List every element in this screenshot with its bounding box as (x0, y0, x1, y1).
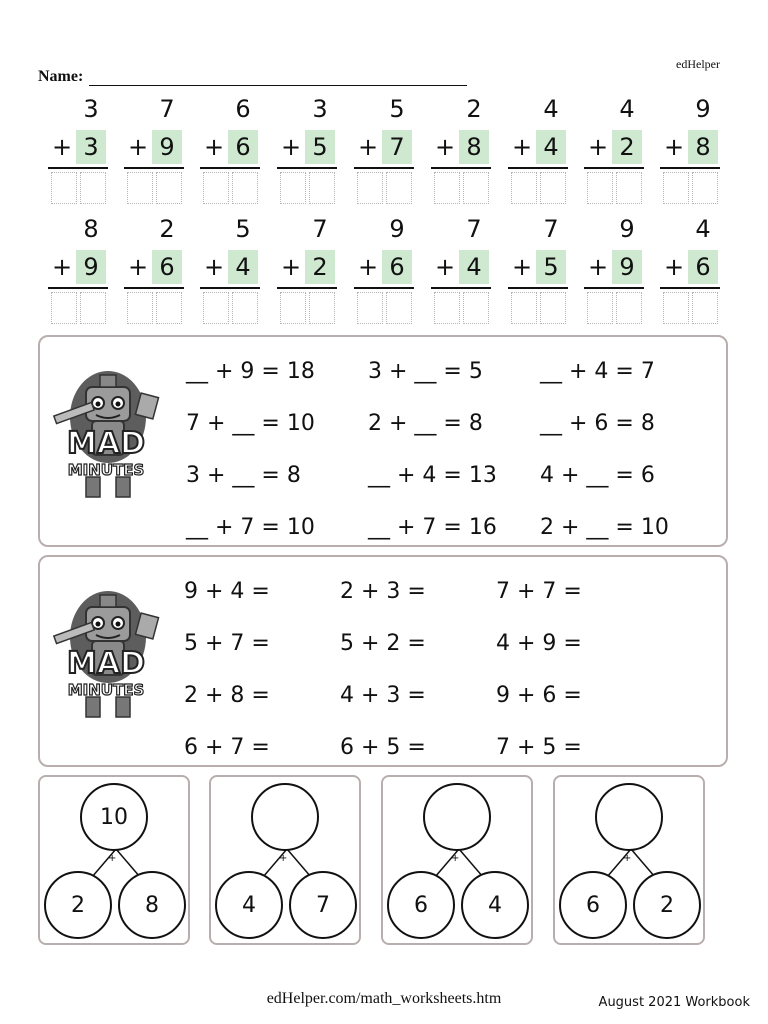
problem-row-1 (0, 92, 768, 207)
answer-box-tens[interactable] (587, 292, 613, 324)
equation: 6 + 5 = (340, 735, 426, 760)
logo-text-mad: MAD (67, 426, 145, 461)
bottom-number: 2 (612, 130, 642, 164)
answer-box-tens[interactable] (127, 292, 153, 324)
logo-text-mad: MAD (67, 646, 145, 681)
part-circle-right[interactable]: 7 (289, 871, 357, 939)
sum-bar (354, 287, 414, 289)
plus-sign: + (451, 853, 460, 864)
equation: __ + 6 = 8 (540, 411, 655, 436)
plus-sign: + (512, 253, 533, 281)
top-number: 2 (466, 95, 482, 123)
whole-circle[interactable] (595, 783, 663, 851)
bottom-number: 8 (459, 130, 489, 164)
plus-sign: + (588, 133, 609, 161)
bottom-number: 5 (536, 250, 566, 284)
plus-sign: + (435, 253, 456, 281)
plus-sign: + (204, 253, 225, 281)
answer-box-ones[interactable] (540, 172, 566, 204)
answer-box-ones[interactable] (386, 292, 412, 324)
equation: 7 + 7 = (496, 579, 582, 604)
logo-text-minutes: MINUTES (67, 461, 145, 479)
answer-box-ones[interactable] (692, 292, 718, 324)
addition-problem (508, 92, 568, 204)
mad-minutes-logo (46, 579, 164, 729)
addition-problem (124, 92, 184, 204)
part-circle-left[interactable]: 6 (387, 871, 455, 939)
addition-problem (124, 212, 184, 324)
top-number: 7 (543, 215, 559, 243)
top-number: 3 (83, 95, 99, 123)
answer-box-ones[interactable] (616, 292, 642, 324)
sum-bar (508, 287, 568, 289)
answer-box-tens[interactable] (663, 172, 689, 204)
bottom-number: 9 (76, 250, 106, 284)
answer-box-tens[interactable] (51, 172, 77, 204)
answer-box-ones[interactable] (80, 172, 106, 204)
plus-sign: + (512, 133, 533, 161)
bottom-number: 9 (612, 250, 642, 284)
answer-box-ones[interactable] (309, 172, 335, 204)
equation: __ + 7 = 10 (186, 515, 315, 540)
addition-problem (660, 92, 720, 204)
bottom-number: 6 (382, 250, 412, 284)
answer-box-tens[interactable] (357, 172, 383, 204)
addition-problem (48, 92, 108, 204)
answer-box-ones[interactable] (80, 292, 106, 324)
equation: 5 + 2 = (340, 631, 426, 656)
top-number: 8 (83, 215, 99, 243)
bottom-number: 6 (688, 250, 718, 284)
bottom-number: 4 (228, 250, 258, 284)
top-number: 6 (235, 95, 251, 123)
answer-box-tens[interactable] (127, 172, 153, 204)
answer-box-tens[interactable] (434, 172, 460, 204)
footer-workbook: August 2021 Workbook (598, 995, 750, 1010)
mad-minutes-missing-box (38, 335, 728, 547)
plus-sign: + (588, 253, 609, 281)
equation: 7 + 5 = (496, 735, 582, 760)
bottom-number: 4 (536, 130, 566, 164)
part-circle-right[interactable]: 2 (633, 871, 701, 939)
equation: 9 + 4 = (184, 579, 270, 604)
logo-text-minutes: MINUTES (67, 681, 145, 699)
equation: 4 + __ = 6 (540, 463, 655, 488)
addition-problem (48, 212, 108, 324)
answer-box-tens[interactable] (511, 292, 537, 324)
part-circle-right[interactable]: 4 (461, 871, 529, 939)
bottom-number: 4 (459, 250, 489, 284)
equation: 2 + 8 = (184, 683, 270, 708)
plus-sign: + (204, 133, 225, 161)
part-circle-left[interactable]: 2 (44, 871, 112, 939)
top-number: 4 (695, 215, 711, 243)
addition-problem (354, 92, 414, 204)
addition-problem (584, 92, 644, 204)
plus-sign: + (435, 133, 456, 161)
bottom-number: 8 (688, 130, 718, 164)
sum-bar (124, 167, 184, 169)
answer-box-tens[interactable] (587, 172, 613, 204)
equation: __ + 7 = 16 (368, 515, 497, 540)
brand-label: edHelper (676, 57, 720, 71)
sum-bar (200, 167, 260, 169)
robot-icon (46, 359, 164, 509)
addition-problem (584, 212, 644, 324)
addition-problem (277, 92, 337, 204)
bottom-number: 6 (228, 130, 258, 164)
mad-minutes-sums-box (38, 555, 728, 767)
bottom-number: 6 (152, 250, 182, 284)
number-bond (209, 775, 361, 945)
footer-url[interactable]: edHelper.com/math_worksheets.htm (266, 990, 502, 1007)
top-number: 9 (619, 215, 635, 243)
name-label: Name: (38, 68, 84, 85)
top-number: 3 (312, 95, 328, 123)
top-number: 9 (389, 215, 405, 243)
answer-box-tens[interactable] (203, 172, 229, 204)
sum-bar (48, 287, 108, 289)
plus-sign: + (52, 253, 73, 281)
whole-circle[interactable] (423, 783, 491, 851)
answer-box-ones[interactable] (232, 172, 258, 204)
answer-box-tens[interactable] (511, 172, 537, 204)
plus-sign: + (623, 853, 632, 864)
equation: __ + 4 = 13 (368, 463, 497, 488)
addition-problem (200, 92, 260, 204)
top-number: 4 (619, 95, 635, 123)
plus-sign: + (358, 253, 379, 281)
plus-sign: + (358, 133, 379, 161)
answer-box-ones[interactable] (692, 172, 718, 204)
plus-sign: + (664, 133, 685, 161)
equation: 5 + 7 = (184, 631, 270, 656)
addition-problem (431, 92, 491, 204)
plus-sign: + (128, 253, 149, 281)
equation: __ + 9 = 18 (186, 359, 315, 384)
equation: 2 + __ = 10 (540, 515, 669, 540)
answer-box-tens[interactable] (434, 292, 460, 324)
answer-box-ones[interactable] (540, 292, 566, 324)
plus-sign: + (128, 133, 149, 161)
answer-box-ones[interactable] (156, 172, 182, 204)
number-bond (38, 775, 190, 945)
answer-box-tens[interactable] (280, 172, 306, 204)
equation: 3 + __ = 5 (368, 359, 483, 384)
top-number: 7 (466, 215, 482, 243)
answer-box-tens[interactable] (203, 292, 229, 324)
answer-box-tens[interactable] (663, 292, 689, 324)
addition-problem (508, 212, 568, 324)
number-bond (553, 775, 705, 945)
top-number: 7 (312, 215, 328, 243)
equation: 6 + 7 = (184, 735, 270, 760)
sum-bar (660, 167, 720, 169)
plus-sign: + (108, 853, 117, 864)
equation: 3 + __ = 8 (186, 463, 301, 488)
top-number: 5 (389, 95, 405, 123)
sum-bar (508, 167, 568, 169)
part-circle-left[interactable]: 4 (215, 871, 283, 939)
addition-problem (277, 212, 337, 324)
top-number: 9 (695, 95, 711, 123)
equation: 4 + 3 = (340, 683, 426, 708)
plus-sign: + (281, 133, 302, 161)
sum-bar (277, 287, 337, 289)
answer-box-ones[interactable] (232, 292, 258, 324)
addition-problem (354, 212, 414, 324)
part-circle-left[interactable]: 6 (559, 871, 627, 939)
name-line[interactable] (89, 69, 467, 86)
answer-box-tens[interactable] (51, 292, 77, 324)
answer-box-tens[interactable] (280, 292, 306, 324)
robot-icon (46, 579, 164, 729)
addition-problem (200, 212, 260, 324)
equation: 2 + __ = 8 (368, 411, 483, 436)
addition-problem (660, 212, 720, 324)
answer-box-tens[interactable] (357, 292, 383, 324)
equation: __ + 4 = 7 (540, 359, 655, 384)
top-number: 4 (543, 95, 559, 123)
answer-box-ones[interactable] (463, 292, 489, 324)
answer-box-ones[interactable] (309, 292, 335, 324)
bottom-number: 2 (305, 250, 335, 284)
plus-sign: + (281, 253, 302, 281)
answer-box-ones[interactable] (386, 172, 412, 204)
bottom-number: 3 (76, 130, 106, 164)
bottom-number: 7 (382, 130, 412, 164)
whole-circle[interactable] (251, 783, 319, 851)
top-number: 7 (159, 95, 175, 123)
top-number: 2 (159, 215, 175, 243)
top-number: 5 (235, 215, 251, 243)
name-row (38, 68, 467, 86)
sum-bar (584, 167, 644, 169)
bottom-number: 9 (152, 130, 182, 164)
mad-minutes-logo (46, 359, 164, 509)
answer-box-ones[interactable] (616, 172, 642, 204)
plus-sign: + (664, 253, 685, 281)
sum-bar (48, 167, 108, 169)
plus-sign: + (52, 133, 73, 161)
sum-bar (431, 167, 491, 169)
answer-box-ones[interactable] (463, 172, 489, 204)
sum-bar (431, 287, 491, 289)
plus-sign: + (279, 853, 288, 864)
number-bond (381, 775, 533, 945)
sum-bar (354, 167, 414, 169)
sum-bar (584, 287, 644, 289)
equation: 2 + 3 = (340, 579, 426, 604)
equation: 9 + 6 = (496, 683, 582, 708)
equation: 7 + __ = 10 (186, 411, 315, 436)
bottom-number: 5 (305, 130, 335, 164)
equation: 4 + 9 = (496, 631, 582, 656)
problem-row-2 (0, 212, 768, 327)
addition-problem (431, 212, 491, 324)
sum-bar (200, 287, 260, 289)
part-circle-right[interactable]: 8 (118, 871, 186, 939)
whole-circle[interactable]: 10 (80, 783, 148, 851)
sum-bar (124, 287, 184, 289)
sum-bar (277, 167, 337, 169)
sum-bar (660, 287, 720, 289)
answer-box-ones[interactable] (156, 292, 182, 324)
